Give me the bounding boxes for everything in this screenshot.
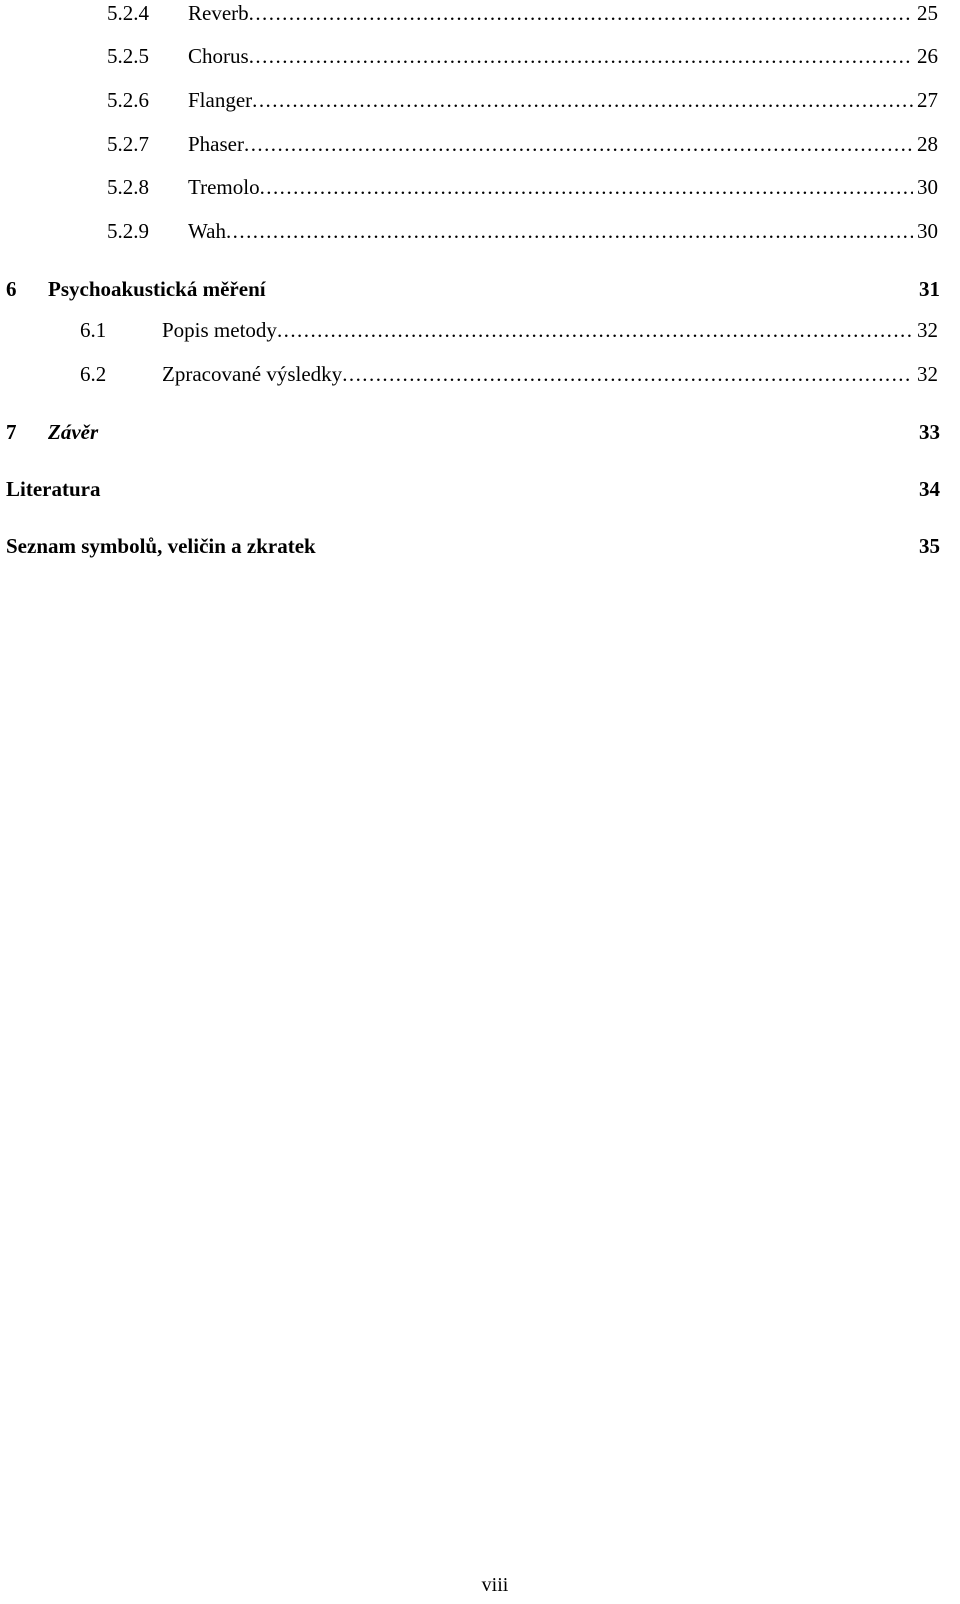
toc-entry-number: 5.2.5 (107, 44, 149, 68)
dot-leader (342, 358, 913, 390)
toc-seznam-symbolu[interactable] (0, 530, 960, 562)
toc-entry-number: 5.2.4 (107, 1, 149, 25)
toc-entry-title: Flanger (188, 88, 253, 112)
toc-entry-5-2-6[interactable] (0, 84, 960, 116)
toc-entry-title: Tremolo (188, 175, 260, 199)
dot-leader (226, 215, 913, 247)
toc-entry-title: Wah (188, 219, 226, 243)
toc-entry-page: 30 (917, 175, 938, 199)
dot-leader (244, 128, 913, 160)
toc-entry-page: 25 (917, 1, 938, 25)
seznam-title: Seznam symbolů, veličin a zkratek (6, 534, 316, 558)
toc-entry-5-2-5[interactable] (0, 40, 960, 72)
toc-entry-page: 26 (917, 44, 938, 68)
toc-entry-number: 5.2.9 (107, 219, 149, 243)
page-number: viii (481, 1574, 509, 1596)
toc-entry-title: Reverb (188, 1, 249, 25)
toc-entry-page: 32 (917, 362, 938, 386)
chapter-page: 31 (919, 277, 940, 301)
dot-leader (249, 0, 913, 29)
chapter-title: Psychoakustická měření (48, 277, 266, 301)
toc-entry-6-1[interactable] (0, 314, 960, 346)
toc-entry-6-2[interactable] (0, 358, 960, 390)
toc-chapter-7[interactable] (0, 416, 960, 448)
dot-leader (249, 40, 913, 72)
toc-entry-title: Chorus (188, 44, 249, 68)
toc-entry-number: 6.2 (80, 362, 107, 386)
toc-entry-5-2-7[interactable] (0, 128, 960, 160)
seznam-page: 35 (919, 534, 940, 558)
chapter-number: 7 (6, 420, 17, 444)
toc-entry-5-2-9[interactable] (0, 215, 960, 247)
chapter-page: 33 (919, 420, 940, 444)
toc-entry-page: 28 (917, 132, 938, 156)
dot-leader (260, 171, 913, 203)
toc-entry-number: 5.2.7 (107, 132, 149, 156)
toc-entry-number: 5.2.6 (107, 88, 149, 112)
toc-entry-number: 5.2.8 (107, 175, 149, 199)
toc-entry-title: Zpracované výsledky (162, 362, 343, 386)
dot-leader (277, 314, 913, 346)
literatura-title: Literatura (6, 477, 101, 501)
dot-leader (252, 84, 913, 116)
toc-entry-number: 6.1 (80, 318, 107, 342)
toc-literatura[interactable] (0, 473, 960, 505)
chapter-title: Závěr (48, 420, 99, 444)
toc-entry-page: 32 (917, 318, 938, 342)
toc-entry-5-2-4[interactable] (0, 0, 960, 29)
toc-entry-page: 27 (917, 88, 938, 112)
literatura-page: 34 (919, 477, 940, 501)
toc-entry-title: Phaser (188, 132, 244, 156)
chapter-number: 6 (6, 277, 17, 301)
toc-entry-5-2-8[interactable] (0, 171, 960, 203)
toc-entry-title: Popis metody (162, 318, 277, 342)
toc-entry-page: 30 (917, 219, 938, 243)
toc-chapter-6[interactable] (0, 273, 960, 305)
